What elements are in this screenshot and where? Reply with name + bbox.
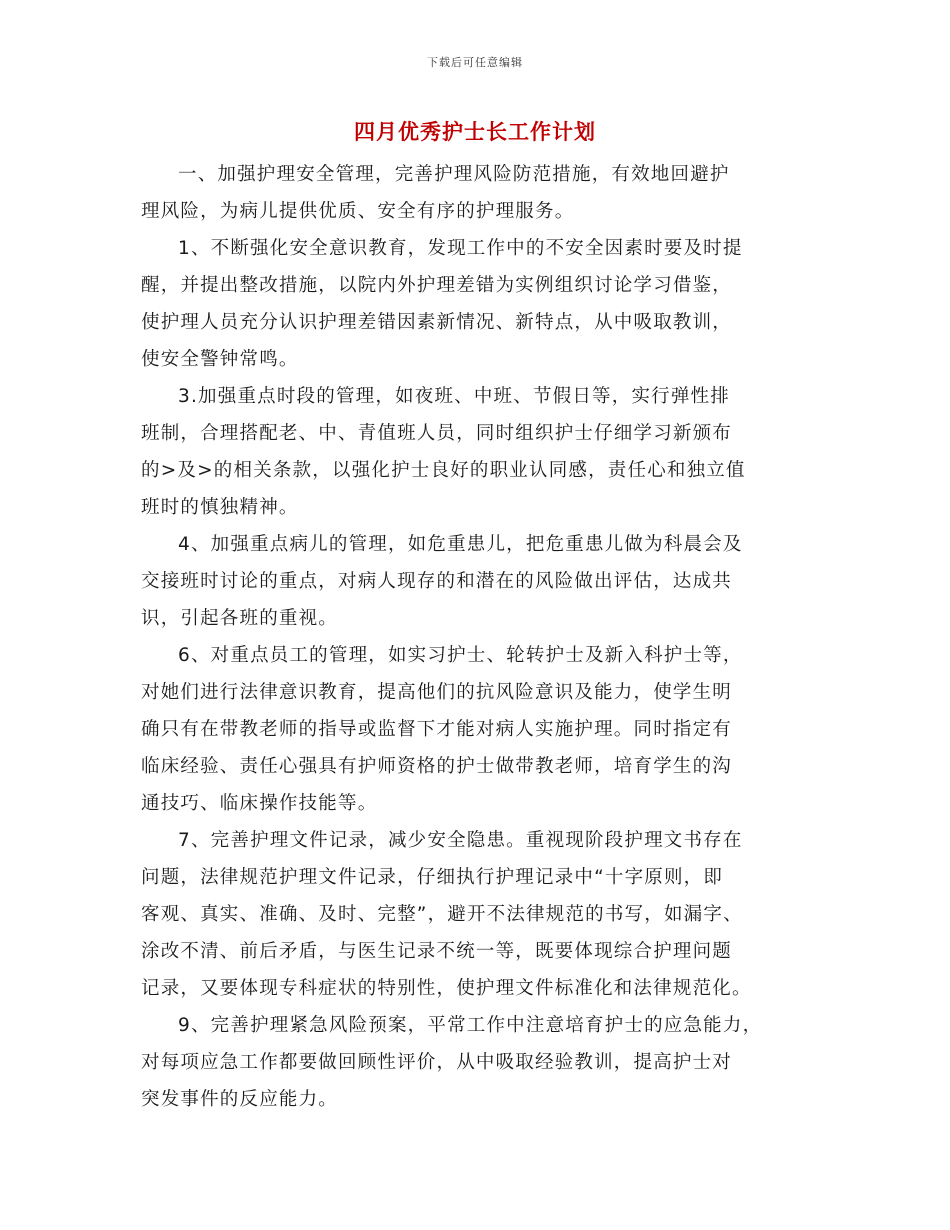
paragraph-6	[141, 822, 823, 1007]
paragraph-line: 对每项应急工作都要做回顾性评价，从中吸取经验教训，提高护士对	[141, 1052, 733, 1073]
paragraph-line: 对她们进行法律意识教育，提高他们的抗风险意识及能力，使学生明	[141, 682, 733, 703]
paragraph-line: 理风险，为病儿提供优质、安全有序的护理服务。	[141, 201, 575, 222]
paragraph-line: 的>及>的相关条款，以强化护士良好的职业认同感，责任心和独立值	[141, 460, 746, 481]
paragraph-line: 突发事件的反应能力。	[141, 1089, 339, 1110]
paragraph-line: 使安全警钟常鸣。	[141, 349, 299, 370]
paragraph-line: 1、不断强化安全意识教育，发现工作中的不安全因素时要及时提	[178, 238, 743, 259]
paragraph-5	[141, 637, 823, 822]
paragraph-line: 临床经验、责任心强具有护师资格的护士做带教老师，培育学生的沟	[141, 756, 733, 777]
paragraph-line: 使护理人员充分认识护理差错因素新情况、新特点，从中吸取教训，	[141, 312, 733, 333]
paragraph-line: 通技巧、临床操作技能等。	[141, 793, 378, 814]
paragraph-line: 班时的慎独精神。	[141, 497, 299, 518]
paragraph-line: 涂改不清、前后矛盾，与医生记录不统一等，既要体现综合护理问题	[141, 941, 733, 962]
document-title: 四月优秀护士长工作计划	[354, 120, 596, 144]
paragraph-line: 记录，又要体现专科症状的特别性，使护理文件标准化和法律规范化。	[141, 978, 752, 999]
paragraph-7	[141, 1007, 823, 1118]
paragraph-line: 班制，合理搭配老、中、青值班人员，同时组织护士仔细学习新颁布	[141, 423, 733, 444]
paragraph-line: 交接班时讨论的重点，对病人现存的和潜在的风险做出评估，达成共	[141, 571, 733, 592]
document-body	[141, 156, 823, 1118]
paragraph-line: 6、对重点员工的管理，如实习护士、轮转护士及新入科护士等，	[178, 645, 743, 666]
paragraph-1	[141, 156, 823, 230]
paragraph-4	[141, 526, 823, 637]
paragraph-line: 醒，并提出整改措施，以院内外护理差错为实例组织讨论学习借鉴，	[141, 275, 733, 296]
paragraph-line: 7、完善护理文件记录，减少安全隐患。重视现阶段护理文书存在	[178, 830, 743, 851]
paragraph-2	[141, 230, 823, 378]
paragraph-line: 客观、真实、准确、及时、完整”，避开不法律规范的书写，如漏字、	[141, 904, 743, 925]
paragraph-line: 一、加强护理安全管理，完善护理风险防范措施，有效地回避护	[178, 164, 730, 185]
paragraph-3	[141, 378, 823, 526]
paragraph-line: 问题，法律规范护理文件记录，仔细执行护理记录中“十字原则，即	[141, 867, 724, 888]
paragraph-line: 4、加强重点病儿的管理，如危重患儿，把危重患儿做为科晨会及	[178, 534, 743, 555]
paragraph-line: 确只有在带教老师的指导或监督下才能对病人实施护理。同时指定有	[141, 719, 733, 740]
paragraph-line: 3.加强重点时段的管理，如夜班、中班、节假日等，实行弹性排	[178, 386, 730, 407]
paragraph-line: 9、完善护理紧急风险预案，平常工作中注意培育护士的应急能力，	[178, 1015, 763, 1036]
paragraph-line: 识，引起各班的重视。	[141, 608, 339, 629]
download-note: 下载后可任意编辑	[427, 56, 523, 69]
